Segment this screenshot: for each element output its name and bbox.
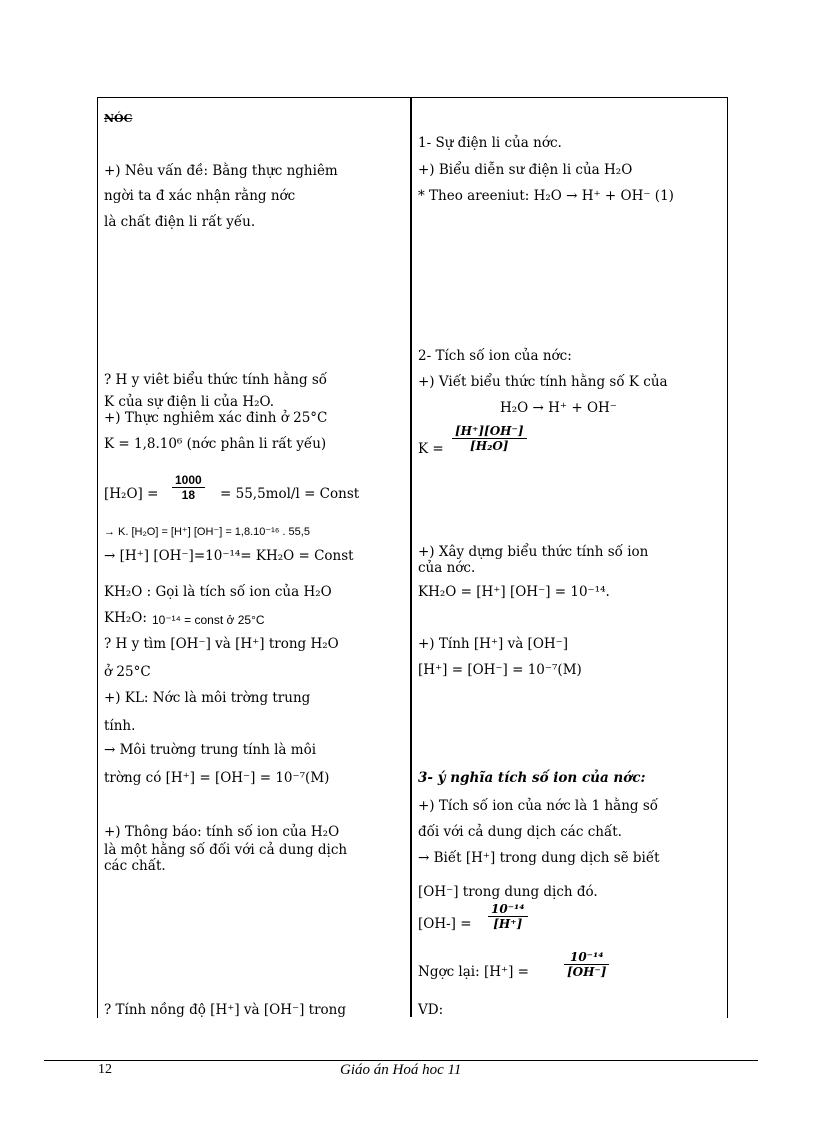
q3-line: ? Tính nồng độ [H⁺] và [OH⁻] trong (104, 1002, 346, 1018)
s2-k-num: [H⁺][OH⁻] (452, 424, 527, 439)
s3-title: 3- ý nghĩa tích số ion của nớc: (418, 770, 646, 786)
s2-line-d: [H⁺] = [OH⁻] = 10⁻⁷(M) (418, 662, 582, 678)
s3-oh-num: 10⁻¹⁴ (488, 902, 528, 917)
s2-line-c: +) Tính [H⁺] và [OH⁻] (418, 636, 569, 652)
s2-title: 2- Tích số ion của nớc: (418, 348, 572, 364)
q1-line-1: ? H y viêt biểu thức tính hằng số (104, 372, 328, 388)
intro-line-2: ngời ta đ xác nhận rằng nớc (104, 188, 296, 204)
column-divider (410, 97, 412, 1017)
footer-rule (44, 1060, 758, 1061)
notice-line-1: +) Thông báo: tính số ion của H₂O (104, 824, 340, 840)
s1-title: 1- Sự điện li của nớc. (418, 135, 562, 151)
s2-equation: H₂O → H⁺ + OH⁻ (500, 400, 617, 416)
s3-h-den: [OH⁻] (567, 965, 607, 979)
s2-k-den: [H₂O] (470, 439, 509, 453)
s3-line-a-2: đối với cả dung dịch các chất. (418, 824, 622, 840)
intro-line-1: +) Nêu vấn đề: Bằng thực nghiêm (104, 163, 338, 179)
vd-label: VD: (418, 1002, 444, 1018)
s2-kw: KH₂O = [H⁺] [OH⁻] = 10⁻¹⁴. (418, 584, 610, 600)
q1-line-2: K của sự điện li của H₂O. (104, 394, 275, 410)
h2o-conc-suffix: = 55,5mol/l = Const (220, 486, 360, 502)
notice-line-3: các chất. (104, 858, 166, 874)
q2-line-1: ? H y tìm [OH⁻] và [H⁺] trong H₂O (104, 636, 339, 652)
s1-line-b: * Theo areeniut: H₂O → H⁺ + OH⁻ (1) (418, 188, 674, 204)
kw-definition: KH₂O : Gọi là tích số ion của H₂O (104, 584, 332, 600)
s3-oh-den: [H⁺] (493, 917, 523, 931)
h2o-frac-num: 1000 (172, 473, 205, 488)
s2-k-prefix: K = (418, 441, 444, 457)
footer-title: Giáo án Hoá hoc 11 (340, 1062, 462, 1078)
left-header: NÓC (104, 112, 133, 125)
h2o-conc-prefix: [H₂O] = (104, 486, 159, 502)
kw-line: → [H⁺] [OH⁻]=10⁻¹⁴= KH₂O = Const (104, 548, 354, 564)
q1-line-3: +) Thực nghiêm xác đinh ở 25°C (104, 410, 328, 426)
s2-line-b-1: +) Xây dựng biểu thức tính số ion (418, 544, 649, 560)
kl-line-1: +) KL: Nớc là môi trờng trung (104, 690, 311, 706)
kw-value: 10⁻¹⁴ = const ở 25°C (152, 613, 265, 627)
q1-line-4: K = 1,8.10⁶ (nớc phân li rất yếu) (104, 436, 327, 452)
neutral-line-1: → Môi truờng trung tính là môi (104, 742, 317, 758)
intro-line-3: là chất điện li rất yếu. (104, 214, 256, 230)
s1-line-a: +) Biểu diễn sư điện li của H₂O (418, 162, 633, 178)
s3-line-c: [OH⁻] trong dung dịch đó. (418, 884, 598, 900)
h2o-frac-den: 18 (181, 488, 196, 502)
s2-k-fraction (452, 424, 527, 453)
kl-line-2: tính. (104, 718, 136, 734)
neutral-line-2: trờng có [H⁺] = [OH⁻] = 10⁻⁷(M) (104, 770, 330, 786)
k-line: → K. [H₂O] = [H⁺] [OH⁻] = 1,8.10⁻¹⁶ . 55,5 (104, 526, 310, 538)
s3-line-a-1: +) Tích số ion của nớc là 1 hằng số (418, 798, 659, 814)
s3-h-prefix: Ngợc lại: [H⁺] = (418, 964, 529, 980)
h2o-fraction (172, 473, 205, 502)
kw-value-prefix: KH₂O: (104, 610, 147, 626)
q2-line-2: ở 25°C (104, 664, 151, 680)
s3-oh-prefix: [OH-] = (418, 916, 472, 932)
s3-line-b: → Biết [H⁺] trong dung dịch sẽ biết (418, 850, 660, 866)
s2-line-a: +) Viết biểu thức tính hằng số K của (418, 374, 668, 390)
notice-line-2: là một hằng số đối với cả dung dịch (104, 842, 348, 858)
s3-h-fraction (564, 950, 609, 979)
s3-oh-fraction (488, 902, 528, 931)
s2-line-b-2: của nớc. (418, 560, 476, 576)
s3-h-num: 10⁻¹⁴ (564, 950, 609, 965)
page-number: 12 (98, 1062, 112, 1077)
